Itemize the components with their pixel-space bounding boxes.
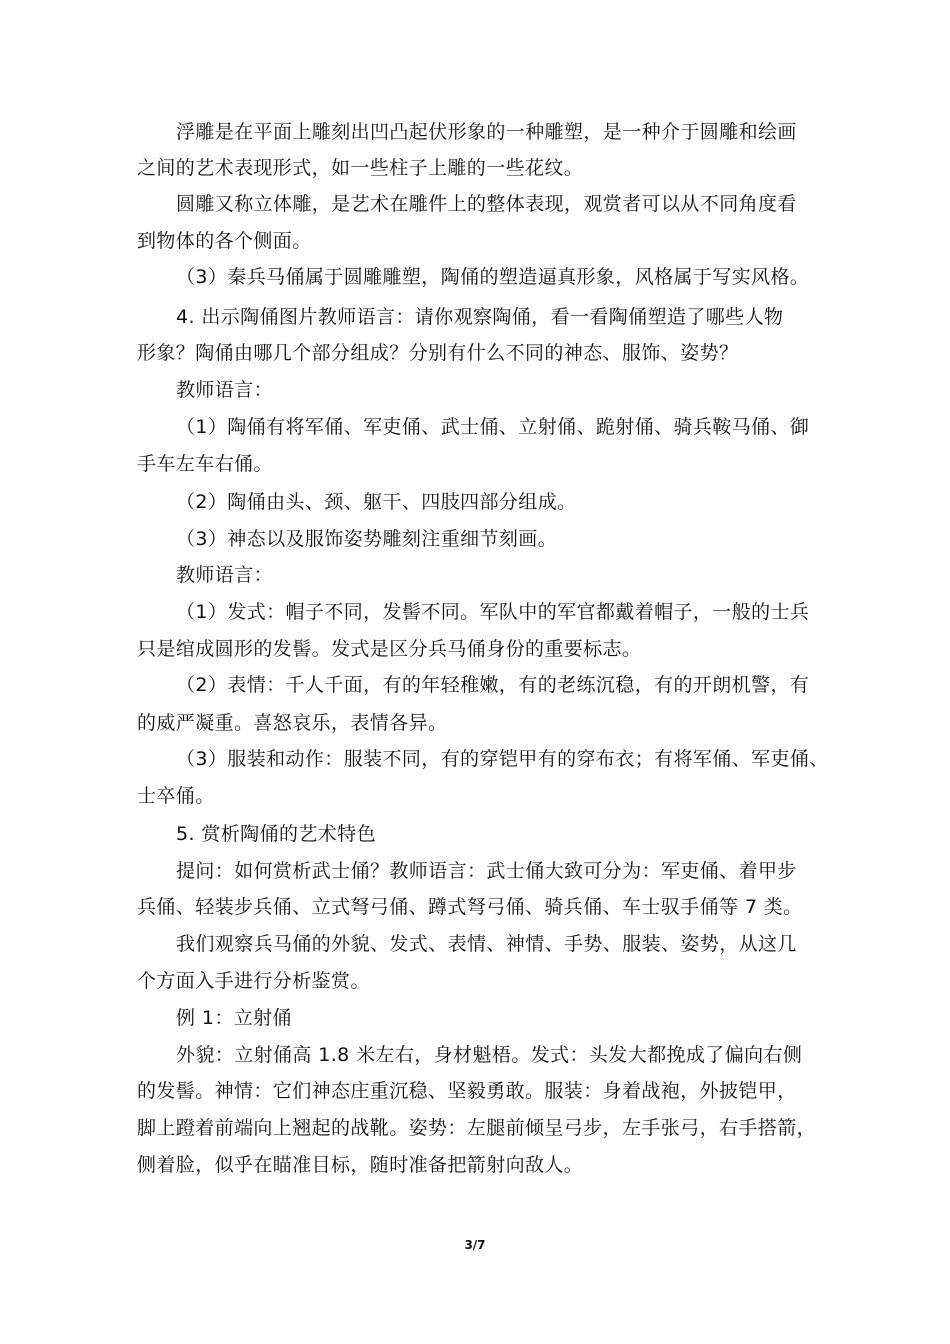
- text-line: （3）神态以及服饰姿势雕刻注重细节刻画。: [176, 528, 558, 550]
- text-line: 只是绾成圆形的发髻。发式是区分兵马俑身份的重要标志。: [137, 638, 642, 660]
- text-line: 之间的艺术表现形式，如一些柱子上雕的一些花纹。: [137, 157, 584, 179]
- text-line: （2）表情：千人千面，有的年轻稚嫩，有的老练沉稳，有的开朗机警，有: [176, 674, 810, 696]
- text-line: （3）秦兵马俑属于圆雕雕塑，陶俑的塑造逼真形象，风格属于写实风格。: [176, 266, 810, 288]
- text-line: 外貌：立射俑高 1.8 米左右，身材魁梧。发式：头发大都挽成了偏向右侧: [176, 1044, 803, 1066]
- text-line: 的威严凝重。喜怒哀乐，表情各异。: [137, 712, 448, 734]
- text-line: （1）陶俑有将军俑、军吏俑、武士俑、立射俑、跪射俑、骑兵鞍马俑、御: [176, 416, 810, 438]
- text-line: （3）服装和动作：服装不同，有的穿铠甲有的穿布衣；有将军俑、军吏俑、: [176, 748, 829, 770]
- text-line: 的发髻。神情：它们神态庄重沉稳、坚毅勇敢。服装：身着战袍，外披铠甲，: [137, 1080, 797, 1102]
- text-line: 浮雕是在平面上雕刻出凹凸起伏形象的一种雕塑，是一种介于圆雕和绘画: [176, 121, 797, 143]
- text-line: 脚上蹬着前端向上翘起的战靴。姿势：左腿前倾呈弓步，左手张弓，右手搭箭，: [137, 1117, 817, 1139]
- text-line: 士卒俑。: [137, 785, 215, 807]
- text-line: 提问：如何赏析武士俑？教师语言：武士俑大致可分为：军吏俑、着甲步: [176, 860, 797, 882]
- text-line: 到物体的各个侧面。: [137, 230, 312, 252]
- text-line: 圆雕又称立体雕，是艺术在雕件上的整体表现，观赏者可以从不同角度看: [176, 193, 797, 215]
- text-line: 个方面入手进行分析鉴赏。: [137, 970, 370, 992]
- text-line: 4. 出示陶俑图片教师语言：请你观察陶俑，看一看陶俑塑造了哪些人物: [176, 306, 784, 328]
- text-line: 形象？陶俑由哪几个部分组成？分别有什么不同的神态、服饰、姿势？: [137, 342, 739, 364]
- text-line: 侧着脸，似乎在瞄准目标，随时准备把箭射向敌人。: [137, 1154, 584, 1176]
- text-line: 手车左车右俑。: [137, 453, 273, 475]
- text-line: 兵俑、轻装步兵俑、立式弩弓俑、蹲式弩弓俑、骑兵俑、车士驭手俑等 7 类。: [137, 896, 803, 918]
- text-line: （1）发式：帽子不同，发髻不同。军队中的军官都戴着帽子，一般的士兵: [176, 601, 810, 623]
- text-line: 例 1：立射俑: [176, 1007, 292, 1029]
- text-line: 教师语言：: [176, 379, 274, 401]
- text-line: （2）陶俑由头、颈、躯干、四肢四部分组成。: [176, 491, 577, 513]
- text-line: 5. 赏析陶俑的艺术特色: [176, 823, 376, 845]
- text-line: 教师语言：: [176, 564, 274, 586]
- text-line: 我们观察兵马俑的外貌、发式、表情、神情、手势、服装、姿势，从这几: [176, 933, 797, 955]
- page-number: 3/7: [464, 1238, 486, 1252]
